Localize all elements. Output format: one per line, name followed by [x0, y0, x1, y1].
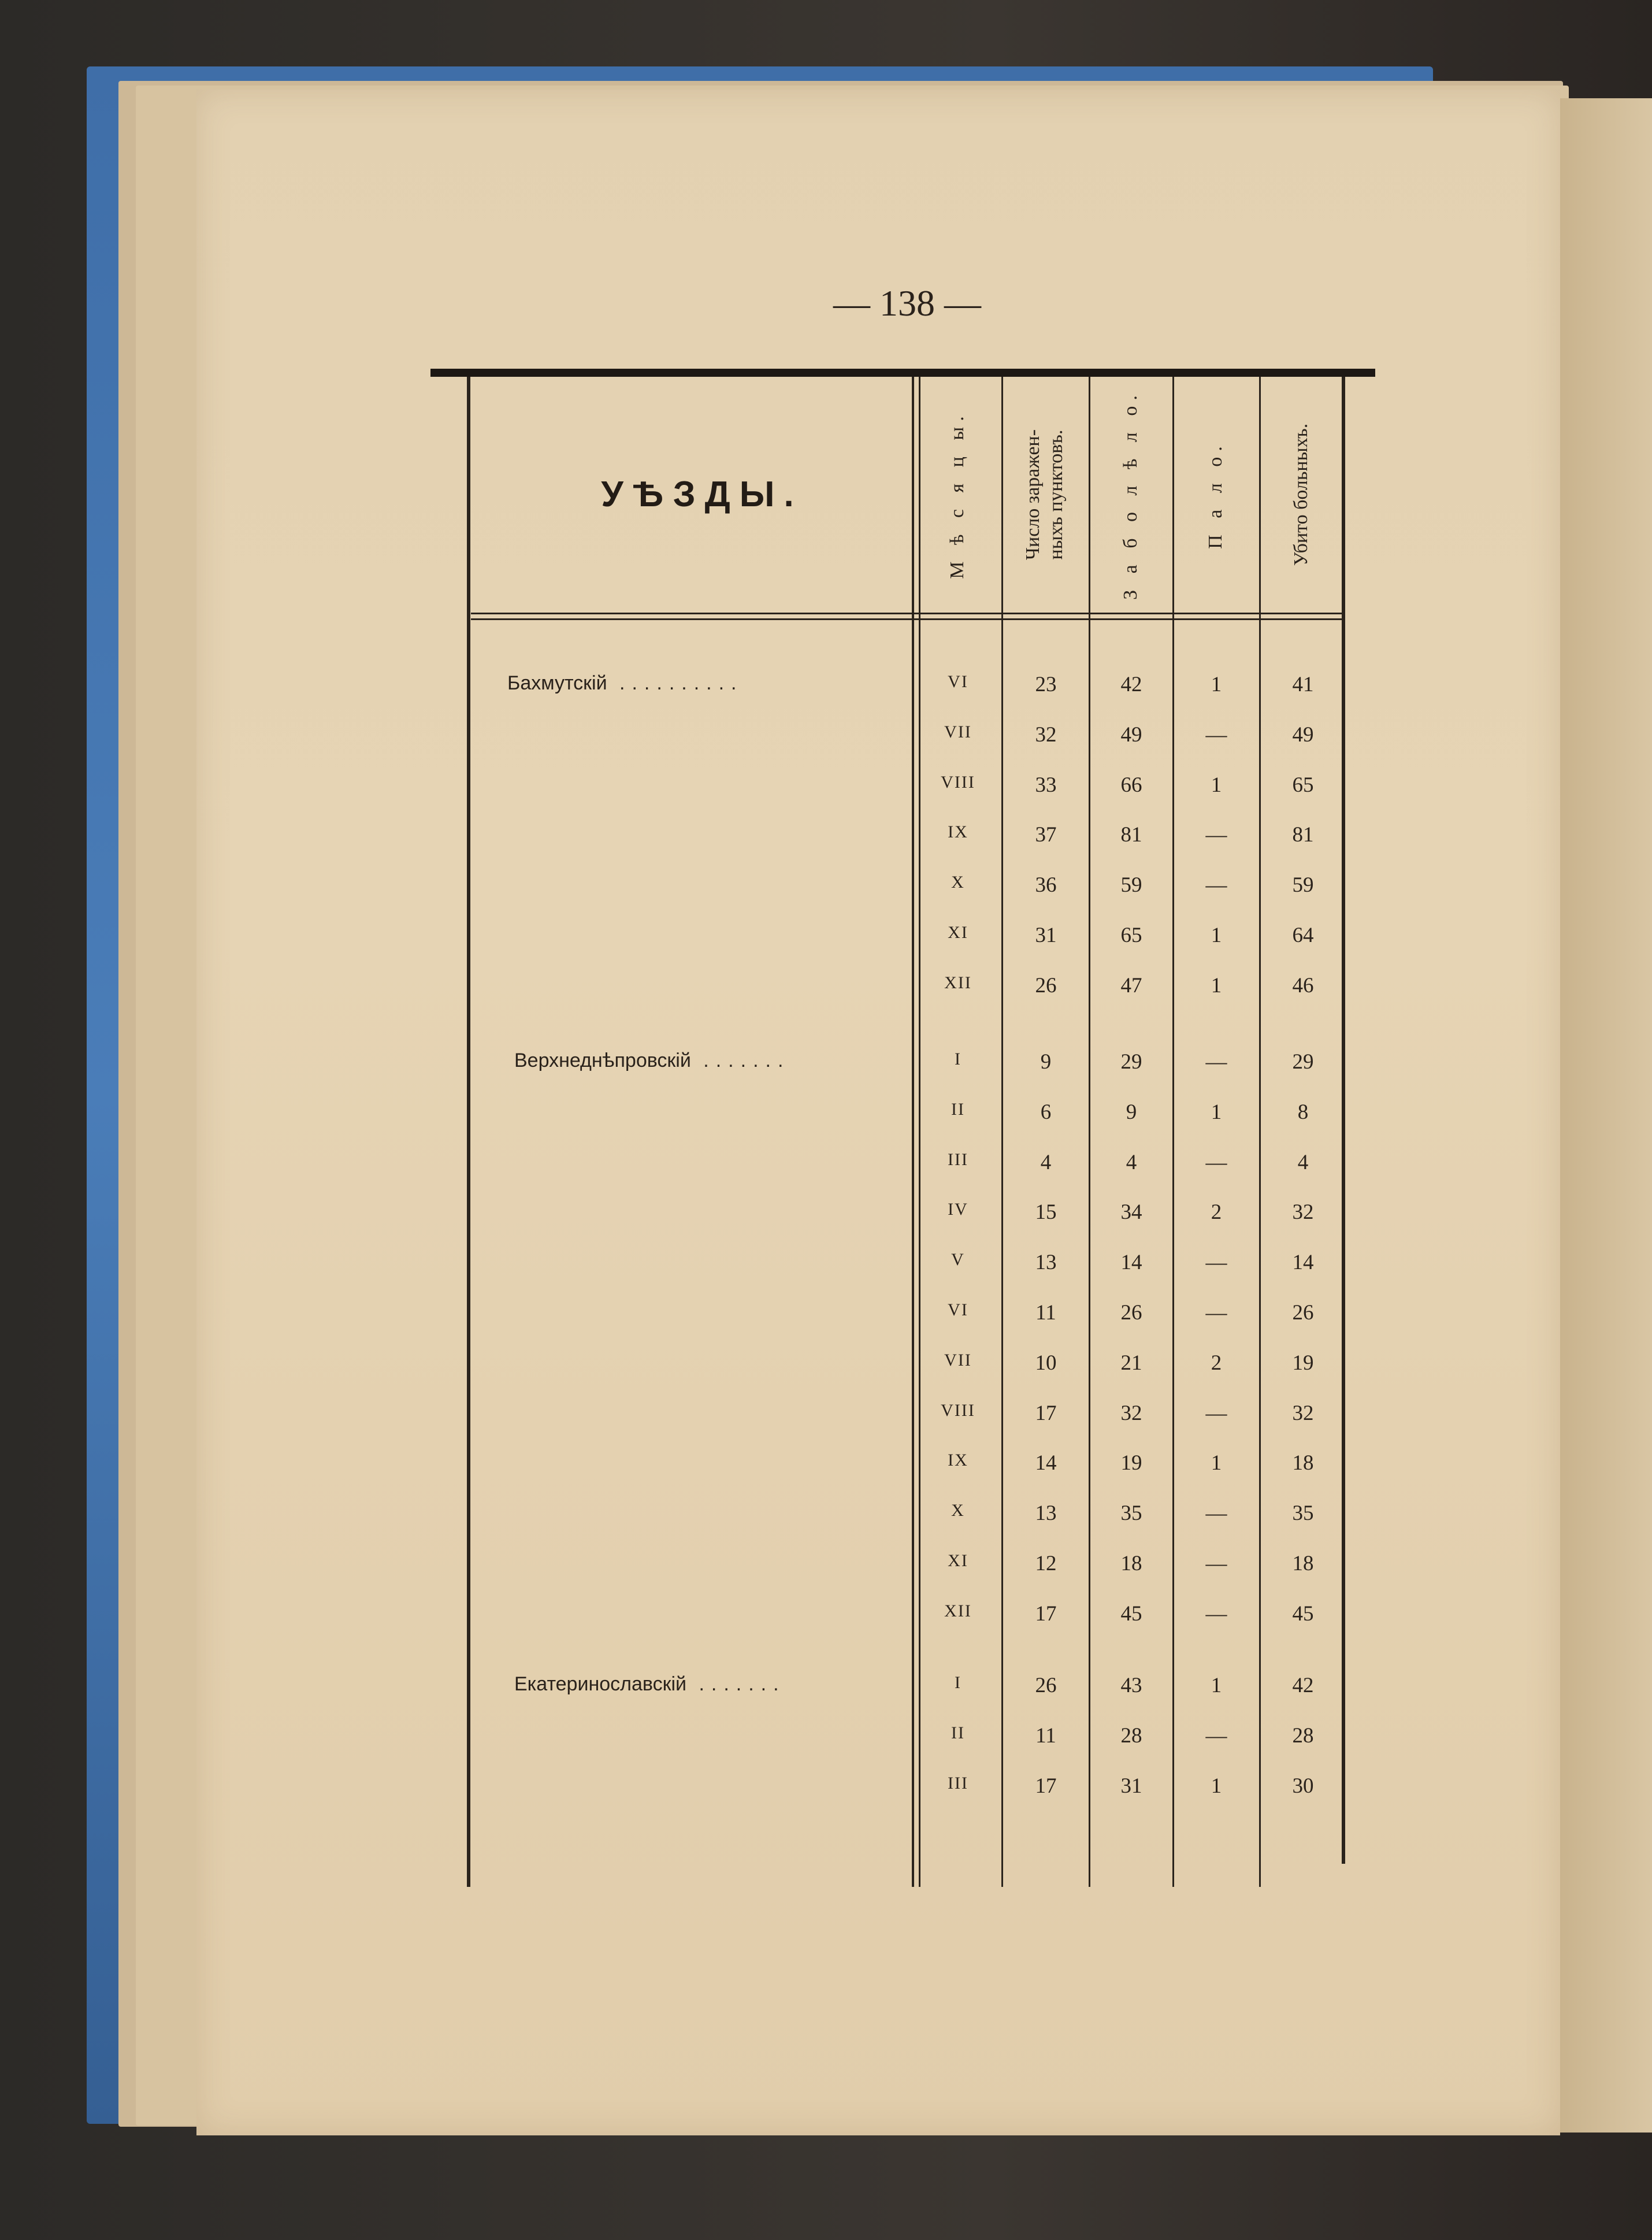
died-cell: 1 — [1211, 773, 1222, 797]
header-fell-ill-line: З а б о л ѣ л о. — [1119, 390, 1141, 600]
header-infected-points — [1022, 383, 1070, 607]
page-number: — 138 — — [833, 283, 981, 324]
died-cell: — — [1205, 1552, 1227, 1575]
col-divider-killed — [1259, 377, 1261, 1887]
infected-points-cell: 17 — [1035, 1774, 1057, 1798]
month-cell: XII — [944, 973, 972, 992]
infected-points-cell: 10 — [1035, 1351, 1057, 1375]
month-cell: VII — [944, 722, 972, 741]
infected-points-cell: 17 — [1035, 1601, 1057, 1626]
fell-ill-cell: 47 — [1120, 973, 1142, 997]
infected-points-cell: 11 — [1035, 1301, 1056, 1325]
fell-ill-cell: 32 — [1120, 1401, 1142, 1425]
leader-dots: .......... — [607, 672, 744, 694]
header-killed-line: Убито больныхъ. — [1290, 423, 1312, 566]
header-infected-points-line: ныхъ пунктовъ. — [1045, 429, 1067, 560]
infected-points-cell: 4 — [1040, 1150, 1052, 1174]
killed-cell: 65 — [1292, 773, 1314, 797]
killed-cell: 35 — [1292, 1501, 1314, 1526]
fell-ill-cell: 18 — [1120, 1552, 1142, 1575]
district-name — [514, 1673, 786, 1696]
fell-ill-cell: 66 — [1120, 773, 1142, 797]
fell-ill-cell: 45 — [1120, 1601, 1142, 1626]
infected-points-cell: 26 — [1035, 1674, 1057, 1697]
col-divider-fell — [1172, 377, 1174, 1887]
book-page — [196, 90, 1560, 2135]
month-cell: VIII — [941, 772, 975, 792]
month-cell: III — [948, 1149, 968, 1169]
header-fell-ill — [1119, 383, 1144, 607]
killed-cell: 4 — [1297, 1150, 1309, 1174]
killed-cell: 59 — [1292, 873, 1314, 898]
died-cell: 1 — [1211, 1100, 1222, 1124]
died-cell: — — [1205, 873, 1227, 898]
fell-ill-cell: 21 — [1120, 1351, 1142, 1375]
header-infected-points-line: Число заражен- — [1022, 429, 1044, 561]
died-cell: — — [1205, 1301, 1227, 1325]
died-cell: — — [1205, 1501, 1227, 1526]
killed-cell: 32 — [1292, 1200, 1314, 1225]
infected-points-cell: 13 — [1035, 1501, 1057, 1526]
leader-dots: ....... — [686, 1673, 786, 1695]
infected-points-cell: 26 — [1035, 973, 1057, 997]
fell-ill-cell: 4 — [1126, 1150, 1137, 1174]
killed-cell: 45 — [1292, 1601, 1314, 1626]
month-cell: IV — [948, 1200, 968, 1219]
fell-ill-cell: 42 — [1120, 673, 1142, 696]
died-cell: — — [1205, 823, 1227, 847]
died-cell: 2 — [1211, 1351, 1222, 1375]
month-cell: I — [955, 1049, 961, 1069]
leader-dots: ....... — [691, 1049, 790, 1071]
killed-cell: 64 — [1292, 924, 1314, 947]
killed-cell: 41 — [1292, 673, 1314, 696]
infected-points-cell: 9 — [1040, 1050, 1052, 1074]
infected-points-cell: 23 — [1035, 673, 1057, 696]
col-divider-points — [1001, 377, 1003, 1887]
fell-ill-cell: 26 — [1120, 1301, 1142, 1325]
month-cell: X — [951, 1501, 965, 1520]
district-label: Екатеринославскій — [514, 1673, 686, 1695]
died-cell: 1 — [1211, 673, 1222, 696]
killed-cell: 49 — [1292, 722, 1314, 747]
killed-cell: 26 — [1292, 1301, 1314, 1325]
fell-ill-cell: 35 — [1120, 1501, 1142, 1526]
month-cell: II — [951, 1723, 965, 1742]
died-cell: — — [1205, 1601, 1227, 1626]
table-left-border — [467, 377, 470, 1887]
header-months — [946, 383, 970, 607]
fell-ill-cell: 81 — [1120, 823, 1142, 847]
infected-points-cell: 13 — [1035, 1251, 1057, 1275]
header-districts: УѢЗДЫ. — [601, 474, 803, 514]
died-cell: — — [1205, 1050, 1227, 1074]
died-cell: — — [1205, 1150, 1227, 1174]
infected-points-cell: 31 — [1035, 924, 1057, 947]
killed-cell: 81 — [1292, 823, 1314, 847]
header-died — [1204, 383, 1228, 607]
district-name — [507, 672, 744, 695]
month-cell: IX — [948, 1451, 968, 1470]
header-rule-1 — [471, 613, 1343, 614]
month-cell: XII — [944, 1601, 972, 1620]
infected-points-cell: 6 — [1040, 1100, 1052, 1124]
infected-points-cell: 15 — [1035, 1200, 1057, 1225]
fell-ill-cell: 65 — [1120, 924, 1142, 947]
infected-points-cell: 11 — [1035, 1723, 1056, 1748]
died-cell: 1 — [1211, 924, 1222, 947]
died-cell: — — [1205, 1401, 1227, 1425]
infected-points-cell: 33 — [1035, 773, 1057, 797]
died-cell: 1 — [1211, 1451, 1222, 1475]
fell-ill-cell: 34 — [1120, 1200, 1142, 1225]
died-cell: — — [1205, 1251, 1227, 1275]
killed-cell: 18 — [1292, 1451, 1314, 1475]
month-cell: VI — [948, 672, 968, 691]
month-cell: VIII — [941, 1400, 975, 1420]
died-cell: — — [1205, 1723, 1227, 1748]
fell-ill-cell: 43 — [1120, 1674, 1142, 1697]
killed-cell: 32 — [1292, 1401, 1314, 1425]
month-cell: X — [951, 873, 965, 892]
month-cell: II — [951, 1099, 965, 1119]
infected-points-cell: 12 — [1035, 1552, 1057, 1575]
district-name — [514, 1049, 790, 1072]
district-label: Бахмутскій — [507, 672, 607, 694]
fell-ill-cell: 49 — [1120, 722, 1142, 747]
fell-ill-cell: 59 — [1120, 873, 1142, 898]
killed-cell: 8 — [1297, 1100, 1309, 1124]
month-cell: III — [948, 1773, 968, 1793]
killed-cell: 29 — [1292, 1050, 1314, 1074]
col-divider-months-double — [919, 377, 920, 1887]
facing-page — [1560, 98, 1652, 2133]
infected-points-cell: 36 — [1035, 873, 1057, 898]
died-cell: 1 — [1211, 973, 1222, 997]
district-label: Верхнеднѣпровскій — [514, 1049, 691, 1071]
fell-ill-cell: 28 — [1120, 1723, 1142, 1748]
month-cell: XI — [948, 1551, 968, 1570]
fell-ill-cell: 29 — [1120, 1050, 1142, 1074]
fell-ill-cell: 14 — [1120, 1251, 1142, 1275]
month-cell: V — [951, 1250, 965, 1270]
killed-cell: 42 — [1292, 1674, 1314, 1697]
killed-cell: 28 — [1292, 1723, 1314, 1748]
died-cell: — — [1205, 722, 1227, 747]
fell-ill-cell: 9 — [1126, 1100, 1137, 1124]
died-cell: 1 — [1211, 1774, 1222, 1798]
killed-cell: 46 — [1292, 973, 1314, 997]
header-died-line: П а л о. — [1205, 440, 1226, 549]
killed-cell: 18 — [1292, 1552, 1314, 1575]
month-cell: IX — [948, 822, 968, 842]
header-rule-2 — [471, 618, 1343, 620]
header-killed — [1290, 383, 1314, 607]
infected-points-cell: 32 — [1035, 722, 1057, 747]
col-divider-months — [912, 377, 914, 1887]
died-cell: 1 — [1211, 1674, 1222, 1697]
month-cell: I — [955, 1673, 961, 1692]
killed-cell: 30 — [1292, 1774, 1314, 1798]
infected-points-cell: 17 — [1035, 1401, 1057, 1425]
month-cell: VII — [944, 1350, 972, 1370]
month-cell: XI — [948, 923, 968, 942]
fell-ill-cell: 19 — [1120, 1451, 1142, 1475]
died-cell: 2 — [1211, 1200, 1222, 1225]
infected-points-cell: 14 — [1035, 1451, 1057, 1475]
infected-points-cell: 37 — [1035, 823, 1057, 847]
killed-cell: 19 — [1292, 1351, 1314, 1375]
fell-ill-cell: 31 — [1120, 1774, 1142, 1798]
killed-cell: 14 — [1292, 1251, 1314, 1275]
month-cell: VI — [948, 1300, 968, 1319]
table-top-rule — [430, 369, 1375, 377]
header-months-line: М ѣ с я ц ы. — [946, 410, 968, 579]
col-divider-sick — [1089, 377, 1090, 1887]
